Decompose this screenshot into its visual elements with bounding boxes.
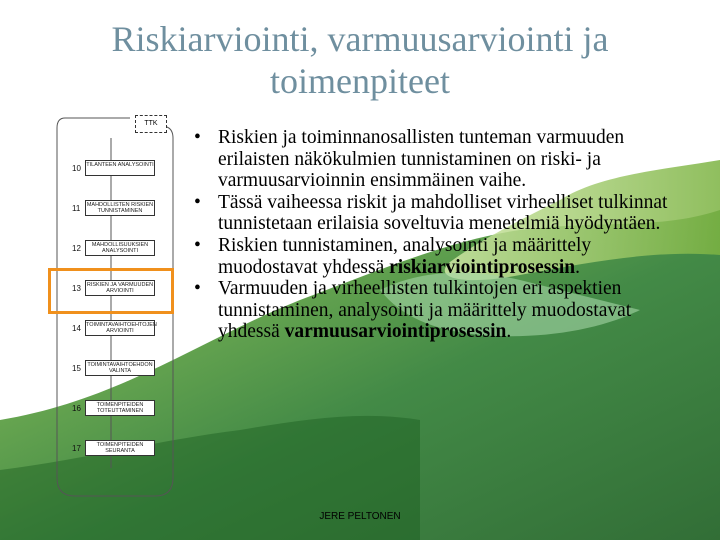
- bullet-item: • Riskien ja toiminnanosallisten tunteman varmuuden erilaisten näkökulmien tunnistaminen on riski- ja varmuusarvioinnin ensimmäinen vaihe.: [194, 127, 625, 192]
- flow-step-number: 12: [72, 244, 81, 253]
- current-step-highlight: [48, 268, 174, 314]
- flow-step-number: 17: [72, 444, 81, 453]
- flow-step-box: TOIMINTAVAIHTOEHDON VALINTA: [85, 360, 155, 376]
- bullet-list: [190, 127, 690, 343]
- title-line-1: Riskiarviointi, varmuusarviointi ja: [111, 19, 609, 59]
- page-title: [20, 18, 700, 102]
- bullet-item: • Riskien tunnistaminen, analysointi ja määrittely muodostavat yhdessä riskiarviointiprosessin.: [194, 234, 592, 278]
- flow-step-box: RISKIEN JA VARMUUDEN ARVIOINTI: [86, 282, 154, 294]
- bullet-item: • Varmuuden ja virheellisten tulkintojen eri aspektien tunnistaminen, analysointi ja määrittely muodostavat yhdessä varmuusarviointiprosessin.: [194, 278, 632, 343]
- flow-step-number: 16: [72, 404, 81, 413]
- ttk-box: TTK: [135, 115, 167, 133]
- flow-step-number: 13: [72, 284, 81, 293]
- flow-step-number: 10: [72, 164, 81, 173]
- bullet-item: • Tässä vaiheessa riskit ja mahdolliset virheelliset tulkinnat tunnistetaan erilaisia soveltuvia menetelmiä hyödyntäen.: [194, 191, 668, 235]
- flow-step-box: TILANTEEN ANALYSOINTI: [85, 160, 155, 176]
- footer-author: JERE PELTONEN: [319, 511, 401, 522]
- flow-step-box: TOIMENPITEIDEN TOTEUTTAMINEN: [85, 400, 155, 416]
- flow-step-number: 11: [72, 204, 81, 213]
- flow-step-box: MAHDOLLISUUKSIEN ANALYSOINTI: [85, 240, 155, 256]
- flow-step-box: TOIMINTAVAIHTOEHTOJEN ARVIOINTI: [86, 322, 157, 334]
- flow-step-number: 14: [72, 324, 81, 333]
- title-line-2: toimenpiteet: [270, 61, 450, 101]
- flow-step-box: TOIMENPITEIDEN SEURANTA: [85, 440, 155, 456]
- flow-step-box: MAHDOLLISTEN RISKIEN TUNNISTAMINEN: [86, 202, 154, 214]
- flow-step-number: 15: [72, 364, 81, 373]
